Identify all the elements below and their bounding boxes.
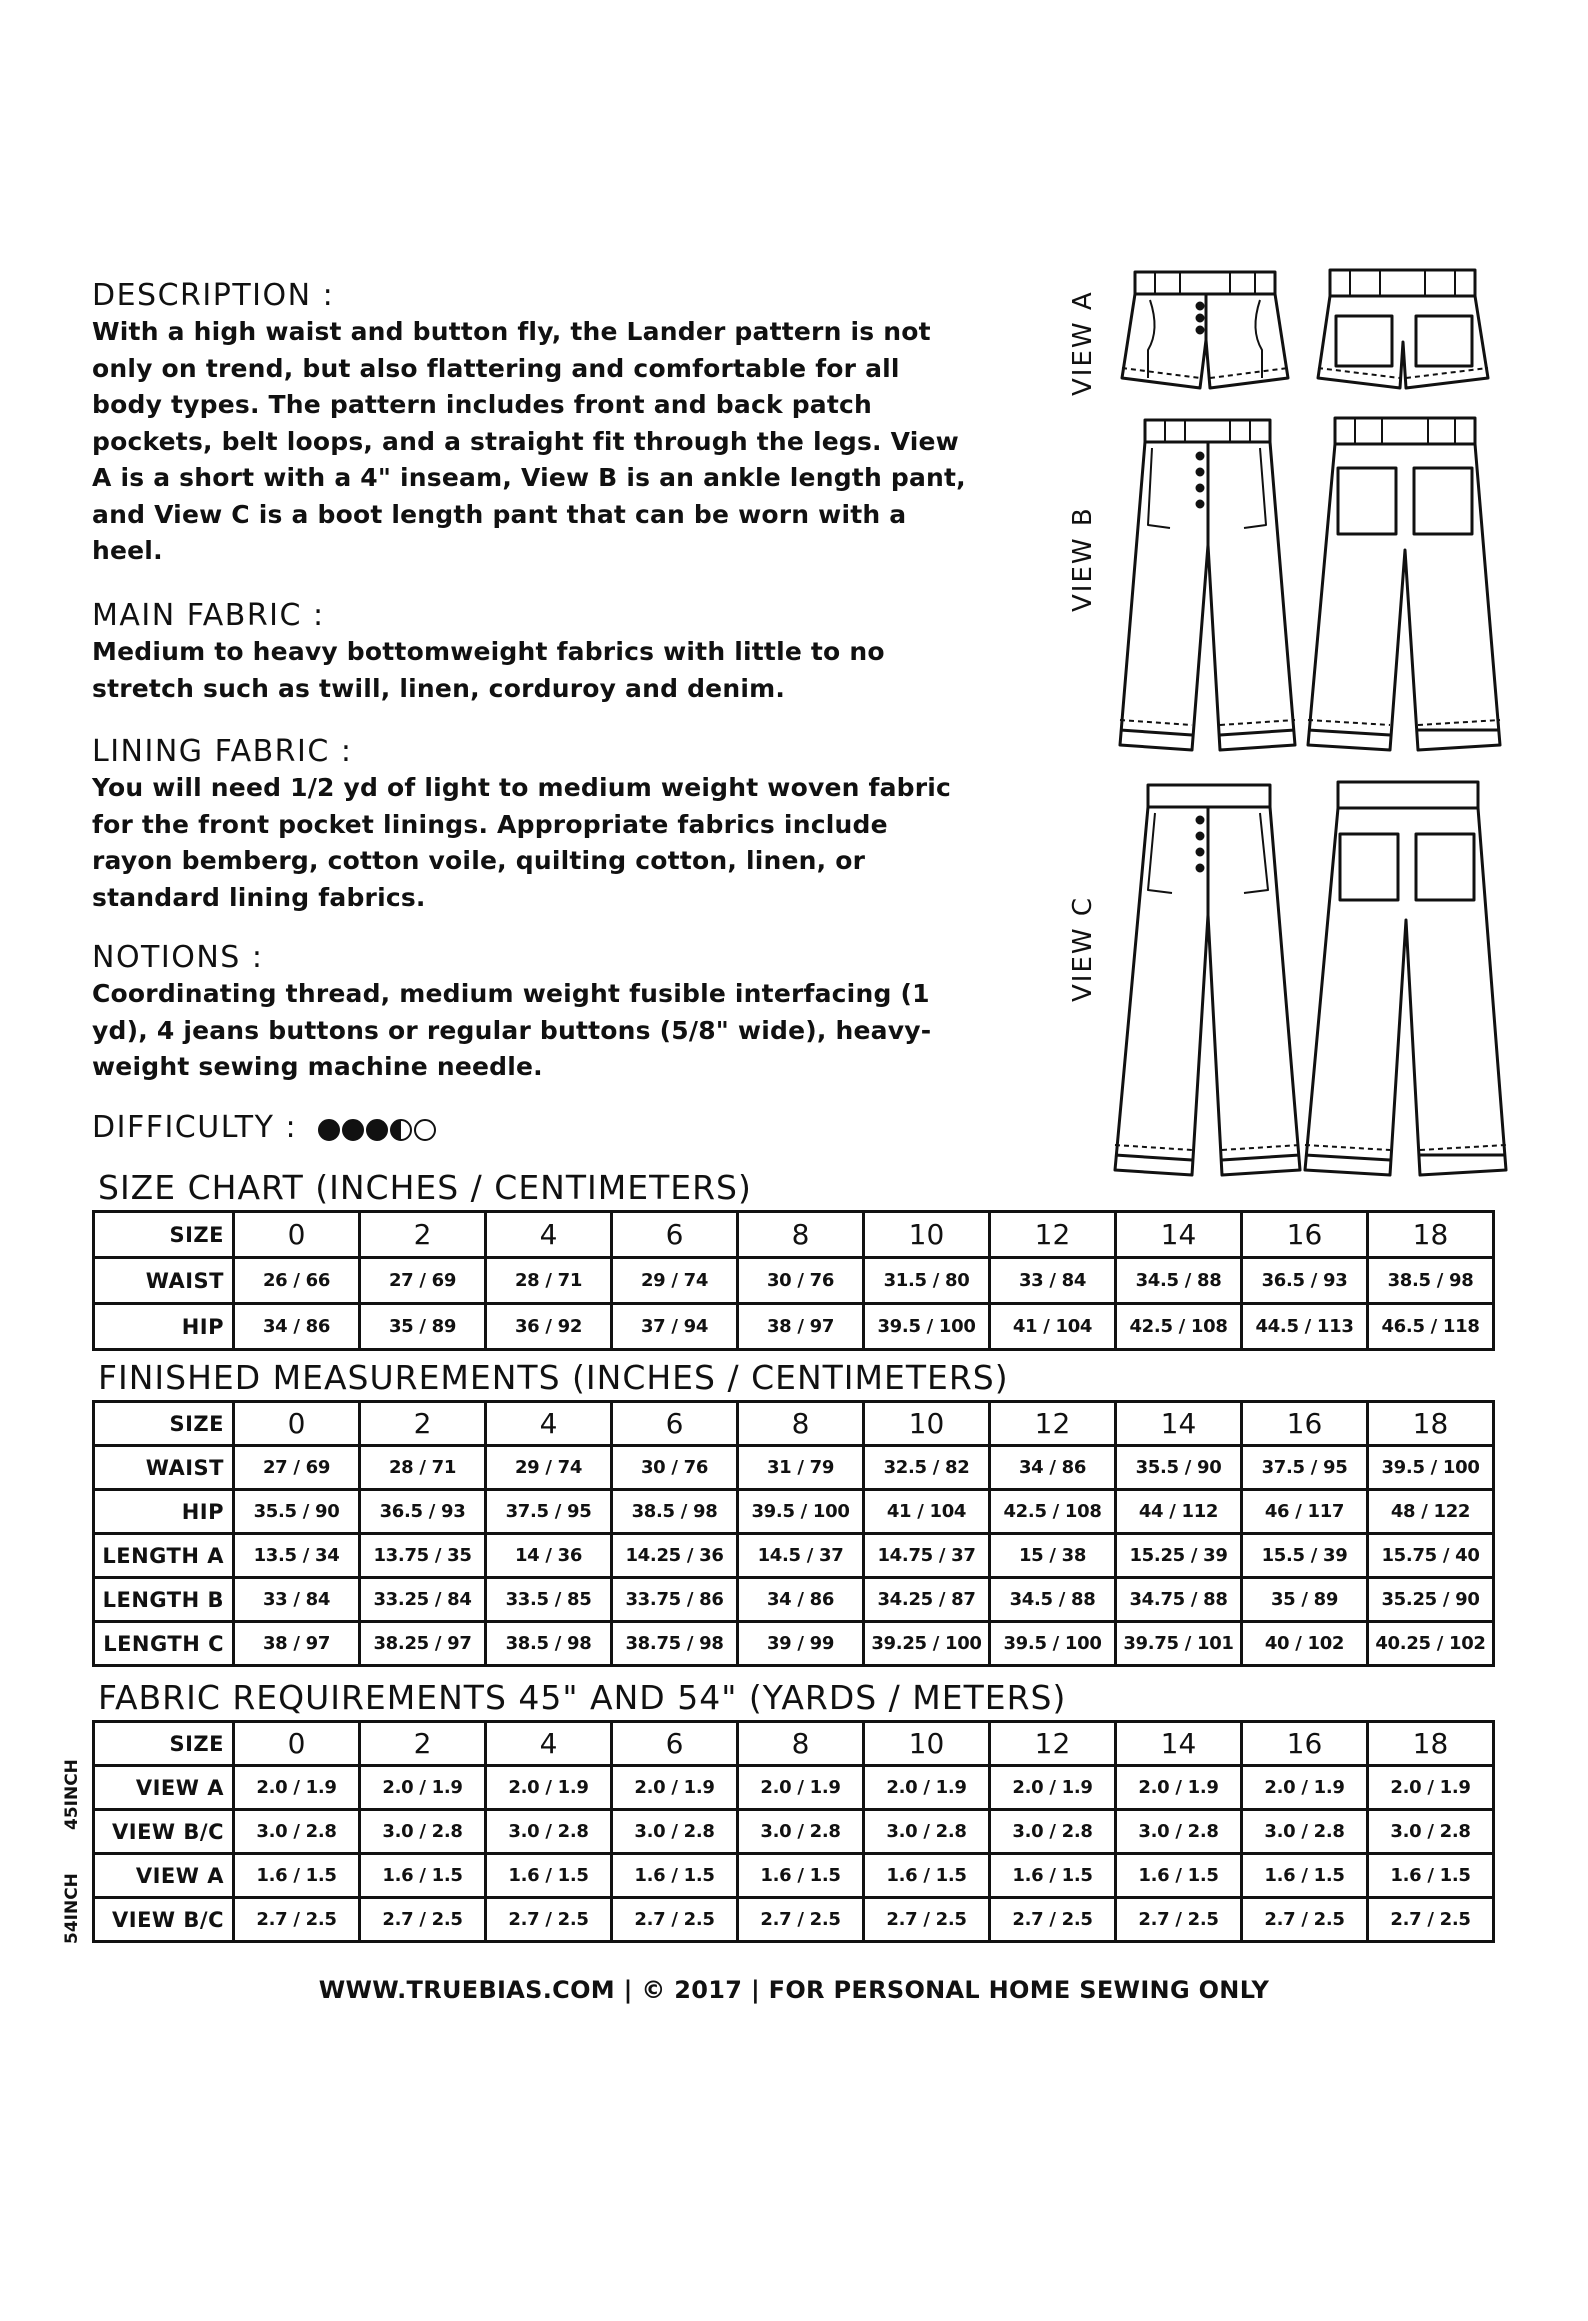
- value-cell: 2.7 / 2.5: [738, 1898, 864, 1942]
- footer-text: WWW.TRUEBIAS.COM | © 2017 | FOR PERSONAL HOME SEWING ONLY: [318, 1976, 1270, 2004]
- value-cell: 1.6 / 1.5: [612, 1854, 738, 1898]
- text-line: only on trend, but also flattering and comfortable for all: [92, 353, 900, 383]
- value-cell: 2.0 / 1.9: [990, 1766, 1116, 1810]
- value-cell: 2.0 / 1.9: [1116, 1766, 1242, 1810]
- value-cell: 2.0 / 1.9: [738, 1766, 864, 1810]
- table-row: [94, 1258, 1494, 1304]
- view-a-label: VIEW A: [1068, 290, 1098, 396]
- row-label-cell: WAIST: [94, 1258, 234, 1304]
- value-cell: 2.7 / 2.5: [1116, 1898, 1242, 1942]
- value-cell: 41 / 104: [990, 1304, 1116, 1350]
- value-cell: 35 / 89: [1242, 1578, 1368, 1622]
- value-cell: 39 / 99: [738, 1622, 864, 1666]
- value-cell: 33.75 / 86: [612, 1578, 738, 1622]
- difficulty-rating: [92, 1110, 438, 1146]
- fabric-requirements-table: [92, 1720, 1495, 1943]
- value-cell: 34.5 / 88: [990, 1578, 1116, 1622]
- row-label-cell: VIEW A: [94, 1766, 234, 1810]
- value-cell: 2.0 / 1.9: [234, 1766, 360, 1810]
- description-text: [92, 314, 966, 570]
- text-line: With a high waist and button fly, the Lander pattern is not: [92, 317, 931, 346]
- text-line: heel.: [92, 536, 163, 565]
- value-cell: 34 / 86: [234, 1304, 360, 1350]
- text-line: for the front pocket linings. Appropriate fabrics include: [92, 809, 888, 839]
- value-cell: 14 / 36: [486, 1534, 612, 1578]
- finished-measurements-table: [92, 1400, 1495, 1667]
- row-label-cell: WAIST: [94, 1446, 234, 1490]
- size-header-cell: 10: [864, 1722, 990, 1766]
- value-cell: 2.7 / 2.5: [990, 1898, 1116, 1942]
- value-cell: 2.7 / 2.5: [1242, 1898, 1368, 1942]
- table-row: [94, 1766, 1494, 1810]
- table-row: [94, 1490, 1494, 1534]
- value-cell: 26 / 66: [234, 1258, 360, 1304]
- table-row: [94, 1578, 1494, 1622]
- view-b-label: VIEW B: [1068, 506, 1098, 612]
- pants-illustration: [1060, 260, 1510, 1190]
- value-cell: 2.7 / 2.5: [234, 1898, 360, 1942]
- value-cell: 46 / 117: [1242, 1490, 1368, 1534]
- value-cell: 31 / 79: [738, 1446, 864, 1490]
- value-cell: 33 / 84: [234, 1578, 360, 1622]
- value-cell: 3.0 / 2.8: [864, 1810, 990, 1854]
- value-cell: 13.75 / 35: [360, 1534, 486, 1578]
- size-header-cell: 2: [360, 1402, 486, 1446]
- lining-fabric-section: [92, 734, 951, 916]
- value-cell: 2.0 / 1.9: [1368, 1766, 1494, 1810]
- text-line: A is a short with a 4" inseam, View B is an ankle length pant,: [92, 463, 966, 492]
- value-cell: 38 / 97: [738, 1304, 864, 1350]
- value-cell: 46.5 / 118: [1368, 1304, 1494, 1350]
- value-cell: 38 / 97: [234, 1622, 360, 1666]
- text-line: and View C is a boot length pant that can be worn with a: [92, 499, 907, 529]
- value-cell: 2.7 / 2.5: [486, 1898, 612, 1942]
- value-cell: 29 / 74: [612, 1258, 738, 1304]
- value-cell: 2.0 / 1.9: [486, 1766, 612, 1810]
- value-cell: 34 / 86: [990, 1446, 1116, 1490]
- row-label-cell: LENGTH B: [94, 1578, 234, 1622]
- value-cell: 1.6 / 1.5: [864, 1854, 990, 1898]
- value-cell: 30 / 76: [612, 1446, 738, 1490]
- value-cell: 31.5 / 80: [864, 1258, 990, 1304]
- row-label-cell: HIP: [94, 1490, 234, 1534]
- value-cell: 15.5 / 39: [1242, 1534, 1368, 1578]
- size-header-cell: 14: [1116, 1402, 1242, 1446]
- size-header-cell: 10: [864, 1212, 990, 1258]
- fabric-54inch-label: 54INCH: [62, 1873, 82, 1944]
- size-header-cell: 12: [990, 1402, 1116, 1446]
- notions-section: [92, 940, 931, 1086]
- size-header-cell: 8: [738, 1212, 864, 1258]
- value-cell: 44.5 / 113: [1242, 1304, 1368, 1350]
- text-line: weight sewing machine needle.: [92, 1052, 543, 1081]
- value-cell: 38.5 / 98: [1368, 1258, 1494, 1304]
- view-c-front-drawing: [1115, 785, 1300, 1175]
- value-cell: 15.75 / 40: [1368, 1534, 1494, 1578]
- difficulty-dot: [414, 1119, 436, 1141]
- value-cell: 1.6 / 1.5: [1116, 1854, 1242, 1898]
- value-cell: 32.5 / 82: [864, 1446, 990, 1490]
- value-cell: 34 / 86: [738, 1578, 864, 1622]
- difficulty-dots: [318, 1111, 438, 1146]
- size-header-cell: 0: [234, 1402, 360, 1446]
- value-cell: 39.5 / 100: [1368, 1446, 1494, 1490]
- value-cell: 3.0 / 2.8: [738, 1810, 864, 1854]
- text-line: yd), 4 jeans buttons or regular buttons (5/8" wide), heavy-: [92, 1015, 932, 1045]
- value-cell: 2.0 / 1.9: [612, 1766, 738, 1810]
- value-cell: 34.25 / 87: [864, 1578, 990, 1622]
- value-cell: 1.6 / 1.5: [1242, 1854, 1368, 1898]
- text-line: standard lining fabrics.: [92, 882, 426, 912]
- row-label-cell: LENGTH C: [94, 1622, 234, 1666]
- value-cell: 30 / 76: [738, 1258, 864, 1304]
- text-line: Medium to heavy bottomweight fabrics with little to no: [92, 637, 885, 666]
- value-cell: 34.75 / 88: [1116, 1578, 1242, 1622]
- value-cell: 29 / 74: [486, 1446, 612, 1490]
- value-cell: 35 / 89: [360, 1304, 486, 1350]
- size-header-cell: 4: [486, 1212, 612, 1258]
- finished-measurements-title: FINISHED MEASUREMENTS (INCHES / CENTIMETERS): [98, 1358, 1009, 1397]
- value-cell: 28 / 71: [486, 1258, 612, 1304]
- value-cell: 35.25 / 90: [1368, 1578, 1494, 1622]
- main-fabric-heading: MAIN FABRIC :: [92, 598, 325, 633]
- value-cell: 1.6 / 1.5: [360, 1854, 486, 1898]
- value-cell: 33.25 / 84: [360, 1578, 486, 1622]
- size-header-cell: 6: [612, 1722, 738, 1766]
- value-cell: 2.7 / 2.5: [864, 1898, 990, 1942]
- text-line: stretch such as twill, linen, corduroy and denim.: [92, 673, 786, 703]
- value-cell: 39.75 / 101: [1116, 1622, 1242, 1666]
- value-cell: 38.25 / 97: [360, 1622, 486, 1666]
- table-row: [94, 1534, 1494, 1578]
- text-line: pockets, belt loops, and a straight fit through the legs. View: [92, 426, 959, 456]
- value-cell: 1.6 / 1.5: [486, 1854, 612, 1898]
- value-cell: 2.7 / 2.5: [612, 1898, 738, 1942]
- value-cell: 39.5 / 100: [864, 1304, 990, 1350]
- value-cell: 1.6 / 1.5: [990, 1854, 1116, 1898]
- size-header-cell: 0: [234, 1212, 360, 1258]
- value-cell: 42.5 / 108: [990, 1490, 1116, 1534]
- value-cell: 28 / 71: [360, 1446, 486, 1490]
- size-header-cell: 18: [1368, 1402, 1494, 1446]
- value-cell: 2.7 / 2.5: [360, 1898, 486, 1942]
- header-label-cell: SIZE: [94, 1212, 234, 1258]
- value-cell: 35.5 / 90: [234, 1490, 360, 1534]
- difficulty-dot: [342, 1119, 364, 1141]
- text-line: rayon bemberg, cotton voile, quilting cotton, linen, or: [92, 846, 866, 875]
- value-cell: 2.0 / 1.9: [360, 1766, 486, 1810]
- size-header-cell: 2: [360, 1212, 486, 1258]
- value-cell: 40 / 102: [1242, 1622, 1368, 1666]
- size-header-cell: 0: [234, 1722, 360, 1766]
- table-row: [94, 1898, 1494, 1942]
- size-header-cell: 2: [360, 1722, 486, 1766]
- value-cell: 44 / 112: [1116, 1490, 1242, 1534]
- value-cell: 3.0 / 2.8: [1242, 1810, 1368, 1854]
- value-cell: 37 / 94: [612, 1304, 738, 1350]
- lining-fabric-heading: LINING FABRIC :: [92, 734, 353, 769]
- size-header-cell: 16: [1242, 1402, 1368, 1446]
- notions-text: [92, 976, 931, 1086]
- size-header-cell: 14: [1116, 1212, 1242, 1258]
- value-cell: 41 / 104: [864, 1490, 990, 1534]
- value-cell: 14.75 / 37: [864, 1534, 990, 1578]
- value-cell: 1.6 / 1.5: [234, 1854, 360, 1898]
- fabric-requirements-title: FABRIC REQUIREMENTS 45" AND 54" (YARDS / METERS): [98, 1678, 1067, 1717]
- value-cell: 34.5 / 88: [1116, 1258, 1242, 1304]
- size-header-cell: 18: [1368, 1722, 1494, 1766]
- value-cell: 14.25 / 36: [612, 1534, 738, 1578]
- size-chart-title: SIZE CHART (INCHES / CENTIMETERS): [98, 1168, 752, 1207]
- value-cell: 2.0 / 1.9: [1242, 1766, 1368, 1810]
- value-cell: 15 / 38: [990, 1534, 1116, 1578]
- text-line: Coordinating thread, medium weight fusible interfacing (1: [92, 979, 930, 1008]
- size-header-cell: 6: [612, 1212, 738, 1258]
- size-chart-table: [92, 1210, 1495, 1351]
- size-header-cell: 8: [738, 1402, 864, 1446]
- value-cell: 40.25 / 102: [1368, 1622, 1494, 1666]
- size-header-cell: 16: [1242, 1212, 1368, 1258]
- size-header-cell: 10: [864, 1402, 990, 1446]
- description-section: [92, 278, 966, 570]
- value-cell: 3.0 / 2.8: [234, 1810, 360, 1854]
- table-row: [94, 1446, 1494, 1490]
- table-header-row: [94, 1212, 1494, 1258]
- value-cell: 39.5 / 100: [738, 1490, 864, 1534]
- value-cell: 33 / 84: [990, 1258, 1116, 1304]
- value-cell: 35.5 / 90: [1116, 1446, 1242, 1490]
- view-c-back-drawing: [1305, 782, 1506, 1175]
- value-cell: 39.5 / 100: [990, 1622, 1116, 1666]
- view-b-front-drawing: [1120, 420, 1295, 750]
- value-cell: 3.0 / 2.8: [360, 1810, 486, 1854]
- row-label-cell: VIEW A: [94, 1854, 234, 1898]
- description-heading: DESCRIPTION :: [92, 278, 335, 313]
- difficulty-dot: [366, 1119, 388, 1141]
- view-a-front-drawing: [1122, 272, 1288, 388]
- row-label-cell: LENGTH A: [94, 1534, 234, 1578]
- fabric-45inch-label: 45INCH: [62, 1759, 82, 1830]
- value-cell: 3.0 / 2.8: [612, 1810, 738, 1854]
- size-header-cell: 8: [738, 1722, 864, 1766]
- value-cell: 38.5 / 98: [486, 1622, 612, 1666]
- header-label-cell: SIZE: [94, 1722, 234, 1766]
- value-cell: 14.5 / 37: [738, 1534, 864, 1578]
- view-b-back-drawing: [1308, 418, 1500, 750]
- lining-fabric-text: [92, 770, 951, 916]
- value-cell: 38.75 / 98: [612, 1622, 738, 1666]
- value-cell: 1.6 / 1.5: [738, 1854, 864, 1898]
- main-fabric-section: [92, 598, 885, 707]
- view-a-back-drawing: [1318, 270, 1488, 388]
- table-header-row: [94, 1722, 1494, 1766]
- size-header-cell: 14: [1116, 1722, 1242, 1766]
- table-row: [94, 1810, 1494, 1854]
- difficulty-label: DIFFICULTY :: [92, 1110, 298, 1145]
- value-cell: 2.0 / 1.9: [864, 1766, 990, 1810]
- table-row: [94, 1854, 1494, 1898]
- text-line: You will need 1/2 yd of light to medium weight woven fabric: [92, 773, 952, 802]
- table-row: [94, 1304, 1494, 1350]
- view-c-label: VIEW C: [1068, 895, 1098, 1002]
- value-cell: 37.5 / 95: [1242, 1446, 1368, 1490]
- value-cell: 27 / 69: [234, 1446, 360, 1490]
- value-cell: 3.0 / 2.8: [990, 1810, 1116, 1854]
- value-cell: 48 / 122: [1368, 1490, 1494, 1534]
- difficulty-dot: [390, 1119, 412, 1141]
- notions-heading: NOTIONS :: [92, 940, 264, 975]
- value-cell: 15.25 / 39: [1116, 1534, 1242, 1578]
- difficulty-dot: [318, 1119, 340, 1141]
- size-header-cell: 12: [990, 1722, 1116, 1766]
- value-cell: 1.6 / 1.5: [1368, 1854, 1494, 1898]
- table-row: [94, 1622, 1494, 1666]
- size-header-cell: 18: [1368, 1212, 1494, 1258]
- value-cell: 3.0 / 2.8: [486, 1810, 612, 1854]
- technical-drawings: [1060, 260, 1510, 1190]
- size-header-cell: 4: [486, 1402, 612, 1446]
- value-cell: 36.5 / 93: [360, 1490, 486, 1534]
- size-header-cell: 4: [486, 1722, 612, 1766]
- row-label-cell: HIP: [94, 1304, 234, 1350]
- value-cell: 36 / 92: [486, 1304, 612, 1350]
- value-cell: 38.5 / 98: [612, 1490, 738, 1534]
- row-label-cell: VIEW B/C: [94, 1810, 234, 1854]
- row-label-cell: VIEW B/C: [94, 1898, 234, 1942]
- value-cell: 42.5 / 108: [1116, 1304, 1242, 1350]
- value-cell: 3.0 / 2.8: [1116, 1810, 1242, 1854]
- text-line: body types. The pattern includes front and back patch: [92, 390, 873, 419]
- value-cell: 13.5 / 34: [234, 1534, 360, 1578]
- main-fabric-text: [92, 634, 885, 707]
- table-header-row: [94, 1402, 1494, 1446]
- header-label-cell: SIZE: [94, 1402, 234, 1446]
- value-cell: 27 / 69: [360, 1258, 486, 1304]
- size-header-cell: 16: [1242, 1722, 1368, 1766]
- size-header-cell: 12: [990, 1212, 1116, 1258]
- value-cell: 33.5 / 85: [486, 1578, 612, 1622]
- value-cell: 37.5 / 95: [486, 1490, 612, 1534]
- value-cell: 3.0 / 2.8: [1368, 1810, 1494, 1854]
- value-cell: 36.5 / 93: [1242, 1258, 1368, 1304]
- size-header-cell: 6: [612, 1402, 738, 1446]
- value-cell: 2.7 / 2.5: [1368, 1898, 1494, 1942]
- value-cell: 39.25 / 100: [864, 1622, 990, 1666]
